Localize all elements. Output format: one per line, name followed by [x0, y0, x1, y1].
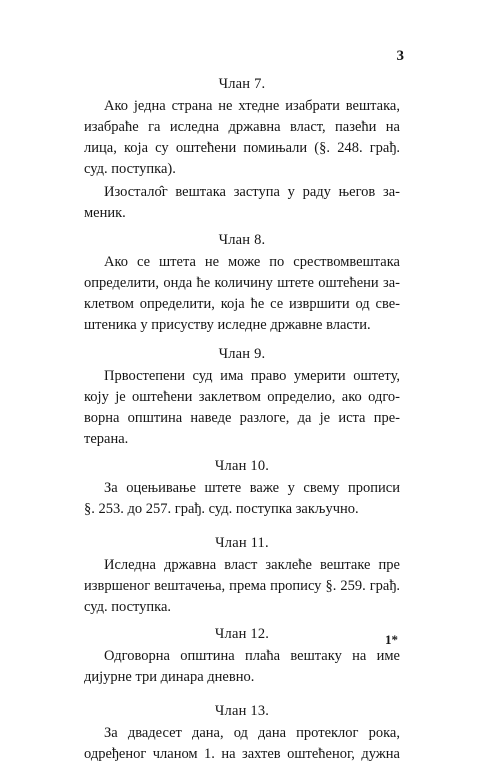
page-number: 3: [396, 48, 404, 64]
article-8: [84, 230, 400, 336]
paragraph: [84, 555, 400, 618]
text-line: §. 253. до 257. грађ. суд. поступка закључно.: [84, 501, 359, 517]
signature-mark: 1*: [385, 632, 398, 647]
article-11: [84, 533, 400, 618]
text-line: одређеног чланом 1. на захтев оштећеног, дужна: [84, 746, 400, 762]
article-heading: Члан 9.: [218, 346, 266, 362]
text-line: За оцењивање штете важе у свему прописи: [104, 480, 400, 496]
paragraph: [84, 646, 400, 688]
paragraph: [84, 252, 400, 336]
text-line: Одговорна општина плаћа вештаку на име: [104, 648, 400, 664]
paragraph: [84, 96, 400, 180]
paragraph: [84, 182, 400, 224]
text-line: штеника у присуству иследне државне власти.: [84, 317, 371, 333]
text-line: извршеног вештачења, према пропису §. 259. грађ.: [84, 578, 400, 594]
text-line: суд. поступка.: [84, 599, 172, 615]
article-heading: Члан 8.: [218, 232, 266, 248]
text-line: Ако се штета не може по срествомвештака: [104, 254, 400, 270]
article-heading: Члан 7.: [218, 76, 266, 92]
text-line: дијурне три динара дневно.: [84, 669, 255, 685]
text-line: коју је оштећени заклетвом определио, ако одго-: [84, 389, 400, 405]
paragraph: [84, 366, 400, 450]
article-7: [84, 74, 400, 224]
text-line: лица, која су оштећени помињали (§. 248. грађ.: [84, 140, 400, 156]
text-line: Првостепени суд има право умерити оштету,: [104, 368, 400, 384]
text-line: Изостало̂г вештака заступа у раду његов за-: [104, 184, 400, 200]
article-heading: Члан 13.: [214, 703, 270, 719]
article-9: [84, 344, 400, 450]
text-line: терана.: [84, 431, 129, 447]
text-line: Иследна државна власт заклеће вештаке пре: [104, 557, 400, 573]
text-line: За двадесет дана, од дана протеклог рока,: [104, 725, 400, 741]
article-heading: Члан 10.: [214, 458, 270, 474]
article-13: [84, 701, 400, 765]
text-line: меник.: [84, 205, 126, 221]
text-line: суд. поступка).: [84, 161, 176, 177]
article-heading: Члан 12.: [214, 626, 270, 642]
text-line: Ако једна страна не хтедне изабрати вештака,: [104, 98, 400, 114]
text-line: определити, онда ће количину штете оштећени за-: [84, 275, 400, 291]
text-line: ворна општина наведе разлоге, да је иста пре-: [84, 410, 400, 426]
paragraph: [84, 723, 400, 765]
text-line: клетвом определити, која ће се извршити од све-: [84, 296, 400, 312]
article-10: [84, 456, 400, 520]
paragraph: [84, 478, 400, 520]
article-text: [84, 74, 400, 765]
article-heading: Члан 11.: [215, 535, 269, 551]
article-12: [84, 624, 400, 688]
text-line: изабраће га иследна државна власт, пазећи на: [84, 119, 400, 135]
